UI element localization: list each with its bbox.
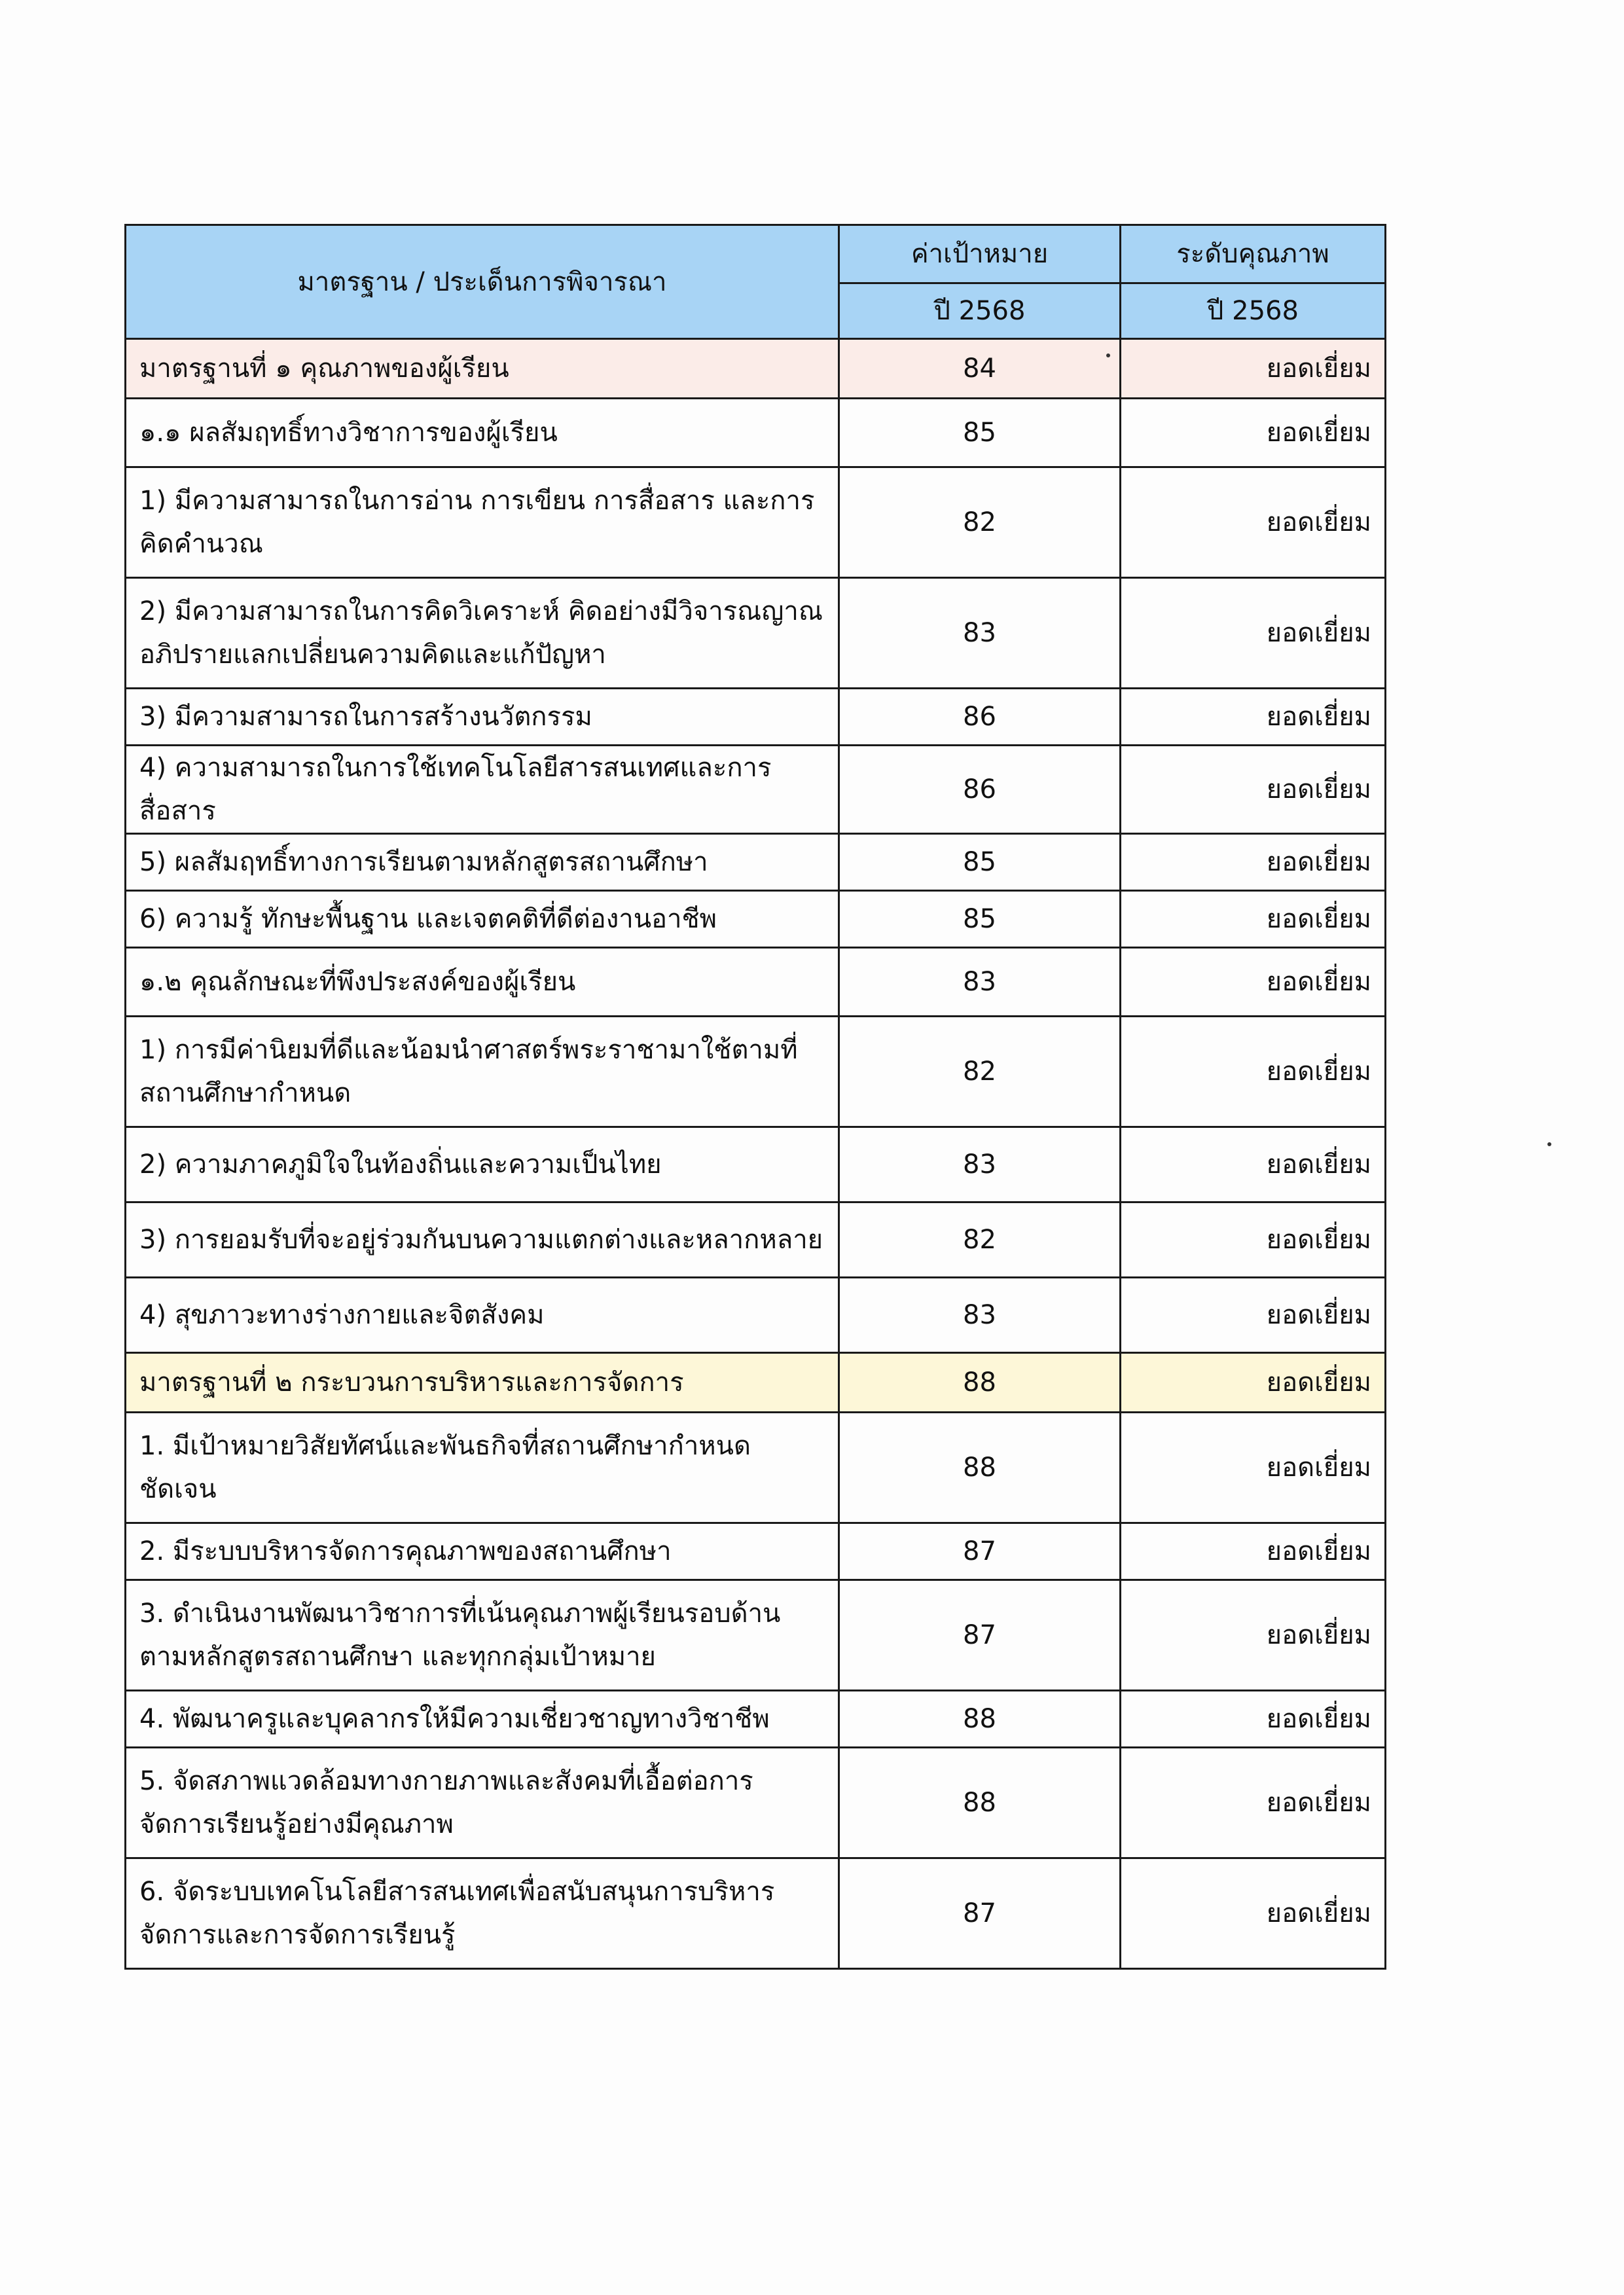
- quality-level-cell: ยอดเยี่ยม: [1121, 1017, 1386, 1127]
- table-row: [126, 1202, 1386, 1278]
- table-row: [126, 1691, 1386, 1748]
- table-row: [126, 689, 1386, 746]
- standard-row: [126, 339, 1386, 399]
- quality-level-cell: ยอดเยี่ยม: [1121, 1353, 1386, 1413]
- criteria-cell: 5. จัดสภาพแวดล้อมทางกายภาพและสังคมที่เอื้อต่อการจัดการเรียนรู้อย่างมีคุณภาพ: [126, 1748, 839, 1858]
- table-row: [126, 891, 1386, 948]
- quality-level-cell: ยอดเยี่ยม: [1121, 1202, 1386, 1278]
- standards-table: [124, 224, 1386, 1970]
- scan-speck: [1547, 1142, 1551, 1146]
- table-row: [126, 1523, 1386, 1580]
- target-header: ค่าเป้าหมาย: [839, 225, 1121, 283]
- quality-level-cell: ยอดเยี่ยม: [1121, 1413, 1386, 1523]
- criteria-cell: 5) ผลสัมฤทธิ์ทางการเรียนตามหลักสูตรสถานศึกษา: [126, 834, 839, 891]
- target-cell: 82: [839, 467, 1121, 578]
- target-cell: 85: [839, 399, 1121, 467]
- quality-level-cell: ยอดเยี่ยม: [1121, 339, 1386, 399]
- criteria-cell: 2) มีความสามารถในการคิดวิเคราะห์ คิดอย่างมีวิจารณญาณ อภิปรายแลกเปลี่ยนความคิดและแก้ปัญหา: [126, 578, 839, 689]
- target-cell: 88: [839, 1691, 1121, 1748]
- criteria-cell: 1) มีความสามารถในการอ่าน การเขียน การสื่อสาร และการคิดคำนวณ: [126, 467, 839, 578]
- table-row: [126, 1413, 1386, 1523]
- quality-level-cell: ยอดเยี่ยม: [1121, 1691, 1386, 1748]
- target-cell: 87: [839, 1858, 1121, 1969]
- criteria-cell: 3. ดำเนินงานพัฒนาวิชาการที่เน้นคุณภาพผู้เรียนรอบด้าน ตามหลักสูตรสถานศึกษา และทุกกลุ่มเป้าหมาย: [126, 1580, 839, 1691]
- criteria-cell: 6. จัดระบบเทคโนโลยีสารสนเทศเพื่อสนับสนุนการบริหารจัดการและการจัดการเรียนรู้: [126, 1858, 839, 1969]
- target-cell: 83: [839, 1278, 1121, 1353]
- target-cell: 85: [839, 834, 1121, 891]
- target-cell: 88: [839, 1413, 1121, 1523]
- table-row: [126, 1017, 1386, 1127]
- quality-level-cell: ยอดเยี่ยม: [1121, 891, 1386, 948]
- table-row: [126, 1748, 1386, 1858]
- target-cell: 83: [839, 948, 1121, 1017]
- target-cell: 82: [839, 1202, 1121, 1278]
- criteria-cell: ๑.๑ ผลสัมฤทธิ์ทางวิชาการของผู้เรียน: [126, 399, 839, 467]
- criteria-cell: มาตรฐานที่ ๑ คุณภาพของผู้เรียน: [126, 339, 839, 399]
- quality-level-cell: ยอดเยี่ยม: [1121, 1580, 1386, 1691]
- target-year-header: ปี 2568: [839, 283, 1121, 339]
- target-cell: 83: [839, 1127, 1121, 1202]
- target-cell: 83: [839, 578, 1121, 689]
- quality-level-cell: ยอดเยี่ยม: [1121, 1748, 1386, 1858]
- target-cell: 84: [839, 339, 1121, 399]
- target-cell: 85: [839, 891, 1121, 948]
- quality-level-cell: ยอดเยี่ยม: [1121, 1858, 1386, 1969]
- criteria-cell: ๑.๒ คุณลักษณะที่พึงประสงค์ของผู้เรียน: [126, 948, 839, 1017]
- target-cell: 87: [839, 1580, 1121, 1691]
- criteria-cell: 1) การมีค่านิยมที่ดีและน้อมนำศาสตร์พระราชามาใช้ตามที่สถานศึกษากำหนด: [126, 1017, 839, 1127]
- header-row-1: [126, 225, 1386, 283]
- table-row: [126, 578, 1386, 689]
- table-row: [126, 467, 1386, 578]
- quality-level-cell: ยอดเยี่ยม: [1121, 689, 1386, 746]
- target-cell: 82: [839, 1017, 1121, 1127]
- criteria-cell: 2) ความภาคภูมิใจในท้องถิ่นและความเป็นไทย: [126, 1127, 839, 1202]
- quality-level-cell: ยอดเยี่ยม: [1121, 948, 1386, 1017]
- target-cell: 88: [839, 1353, 1121, 1413]
- criteria-cell: 4. พัฒนาครูและบุคลากรให้มีความเชี่ยวชาญทางวิชาชีพ: [126, 1691, 839, 1748]
- quality-header: ระดับคุณภาพ: [1121, 225, 1386, 283]
- criteria-cell: 6) ความรู้ ทักษะพื้นฐาน และเจตคติที่ดีต่องานอาชีพ: [126, 891, 839, 948]
- table-row: [126, 1858, 1386, 1969]
- table-row: [126, 746, 1386, 834]
- criteria-cell: 3) การยอมรับที่จะอยู่ร่วมกันบนความแตกต่างและหลากหลาย: [126, 1202, 839, 1278]
- target-cell: 88: [839, 1748, 1121, 1858]
- quality-level-cell: ยอดเยี่ยม: [1121, 834, 1386, 891]
- table-row: [126, 834, 1386, 891]
- quality-level-cell: ยอดเยี่ยม: [1121, 1127, 1386, 1202]
- criteria-cell: 3) มีความสามารถในการสร้างนวัตกรรม: [126, 689, 839, 746]
- target-cell: 86: [839, 746, 1121, 834]
- quality-level-cell: ยอดเยี่ยม: [1121, 399, 1386, 467]
- target-cell: 87: [839, 1523, 1121, 1580]
- quality-level-cell: ยอดเยี่ยม: [1121, 1523, 1386, 1580]
- table-row: [126, 1278, 1386, 1353]
- quality-level-cell: ยอดเยี่ยม: [1121, 578, 1386, 689]
- quality-level-cell: ยอดเยี่ยม: [1121, 746, 1386, 834]
- quality-level-cell: ยอดเยี่ยม: [1121, 467, 1386, 578]
- table-row: [126, 1580, 1386, 1691]
- criteria-header: มาตรฐาน / ประเด็นการพิจารณา: [126, 225, 839, 339]
- criteria-cell: 4) ความสามารถในการใช้เทคโนโลยีสารสนเทศและการสื่อสาร: [126, 746, 839, 834]
- scan-speck: [1106, 353, 1110, 357]
- criteria-cell: 2. มีระบบบริหารจัดการคุณภาพของสถานศึกษา: [126, 1523, 839, 1580]
- standard-row: [126, 1353, 1386, 1413]
- criteria-cell: 1. มีเป้าหมายวิสัยทัศน์และพันธกิจที่สถานศึกษากำหนดชัดเจน: [126, 1413, 839, 1523]
- target-cell: 86: [839, 689, 1121, 746]
- table-row: [126, 1127, 1386, 1202]
- criteria-cell: มาตรฐานที่ ๒ กระบวนการบริหารและการจัดการ: [126, 1353, 839, 1413]
- section-row: [126, 948, 1386, 1017]
- quality-level-cell: ยอดเยี่ยม: [1121, 1278, 1386, 1353]
- table-body: [126, 339, 1386, 1969]
- section-row: [126, 399, 1386, 467]
- criteria-cell: 4) สุขภาวะทางร่างกายและจิตสังคม: [126, 1278, 839, 1353]
- quality-year-header: ปี 2568: [1121, 283, 1386, 339]
